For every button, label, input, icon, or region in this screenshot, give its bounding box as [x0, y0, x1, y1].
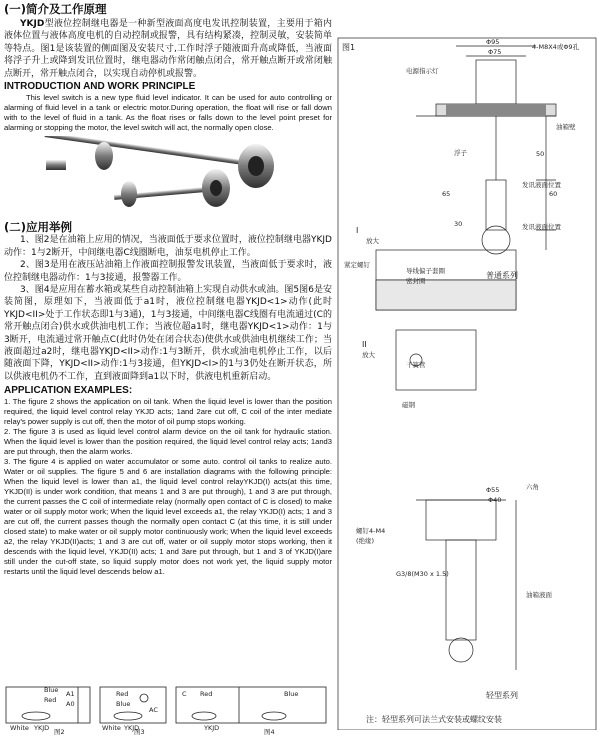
- intro-cn: [4, 18, 332, 80]
- section1-title: (一)简介及工作原理: [4, 2, 107, 16]
- label-red-1: Red: [44, 696, 57, 704]
- intro-cn-body: 型液位控制继电器是一种新型液面高度电发讯控制装置，主要用于箱内液体位置与液体高度电机的自动控制或报警，具有结构紧凑，控制灵敏，安装简单等特点。图1是该装置的侧面图及安装尺寸,工作时浮子随液面升高或降低，当液面将浮子升上或降到发讯位置时，继电器动作常闭触点闭合，常开触点断开或常闭触点断开，常开触点闭合，以实现自动停机或报警。: [4, 19, 332, 79]
- model-name: YKJD: [20, 19, 45, 29]
- label-a0: A0: [66, 700, 75, 708]
- enlarge-2: 放大: [362, 351, 375, 359]
- label-float2: 干簧管: [406, 361, 426, 369]
- circuit-diagrams: [4, 684, 332, 734]
- label-red-2: Red: [116, 690, 129, 698]
- app-cn-3: 3、图4是应用在蓄水箱或某些自动控制油箱上实现自动供水或油。图5图6是安装简图，原理如下，当液面低于a1时，液位控制继电器YKJD<1>动作(此时YKJD<II>处于工作状态即1与3通)，1与3接通，中间继电器C线圈有电流通过(C的常开触点闭合)供水或供油电机工作；当液位超a1时，继电器YKJD<1>动作：1与3断开，电流通过常开触点C(此时仍处在闭合状态)使供水或供油电机继续工作；当液面超过a2时，继电器YKJD<II>动作:1与3断开，供水或油电机停止工作，以后随液面下降，YKJD<II>动作:1与3接通，但YKJD<I>的1与3仍处在断开状态，所以供液电机仍不工作，直到液面降到a1以下时，供液电机重新启动。: [4, 285, 332, 382]
- product-photo: [4, 136, 332, 218]
- dim-d40: Φ40: [488, 496, 502, 504]
- label-screw: 紧定螺钉: [344, 261, 370, 269]
- intro-en-title: INTRODUCTION AND WORK PRINCIPLE: [4, 81, 196, 93]
- label-float: 浮子: [454, 149, 467, 157]
- normal-series-caption: 普通系列: [486, 271, 518, 280]
- right-drawings: [336, 30, 598, 730]
- label-wire-sleeve: 导线偏子套圈: [406, 267, 445, 275]
- app-en-1: 1. The figure 2 shows the application on oil tank. When the liquid level is lower than the position required, the liquid level control relay YKJD acts; 1and 2are cut off, C coil of the inter mediate relay's power supply is cut off, then the motor of oil pump stops working.: [4, 397, 332, 427]
- fig1-caption: 图1: [342, 43, 356, 52]
- footnote: 注：轻型系列可法兰式安装或螺纹安装: [366, 715, 502, 724]
- product-photo-illustration: [4, 136, 332, 218]
- label-blue-3: Blue: [284, 690, 299, 698]
- dim-d95: Φ95: [486, 38, 500, 46]
- dim-65: 65: [442, 190, 451, 198]
- dim-60: 60: [549, 190, 558, 198]
- light-series-caption: 轻型系列: [486, 691, 518, 700]
- label-a1: A1: [66, 690, 75, 698]
- app-en-2: 2. The figure 3 is used as liquid level control alarm device on the oil tank for hydraulic station. When the liquid level is lower than the position required, the liquid level control relay acts; 1and3 are put through, then the alarm works.: [4, 427, 332, 457]
- fig2-caption: 图2: [54, 728, 65, 736]
- label-red-3: Red: [200, 690, 213, 698]
- dim-d75: Φ75: [488, 48, 502, 56]
- label-hex: 六角: [526, 483, 539, 491]
- label-ykjd-1: YKJD: [34, 724, 50, 732]
- enlarge-1: 放大: [366, 237, 379, 245]
- label-white-1: White: [10, 724, 29, 732]
- label-sig-pos-1: 发讯液面位置: [522, 181, 561, 189]
- label-signal-led: 电源指示灯: [406, 67, 439, 75]
- app-en-title: APPLICATION EXAMPLES:: [4, 385, 133, 397]
- intro-en-text: This level switch is a new type fluid level indicator. It can be used for auto controlling or alarming of fluid level in a tank or electric motor.During operation, the float will rise or fall down with to the level of fluid in a tank. As the float rises or falls down to the level point preset for alarming or stopping the motor, the level switch will act, the normally open close.: [4, 93, 332, 133]
- detail-ii-label: II: [362, 340, 367, 349]
- dim-d55: Φ55: [486, 486, 500, 494]
- label-tank-wall: 油箱壁: [556, 123, 576, 131]
- app-en-3: 3. The figure 4 is applied on water accumulator or some auto. control oil tanks to realize auto. Water or oil supplies. The figure 5 and 6 are installation diagrams with the following principle: When the liquid level is lower than a1, the liquid level control relayYKJD(I) acts(at this time, YKJD(II) is under work condition, that means 1 and 3 are put through), 1 and 3 are put through, the current passes the C coil of intermediate relay (normally open contact of C is closed) to make water or oil supply motor work; When the liquid level exceeds a1, the relay YKJD(I) acts; 1 and 3 are cut off, the current passes though the normally open contact C (at this time, it is still under closed state) to make water or oil supply motor continuously work; When the liquid level exceeds a2, the relay YKJD(II)acts; 1 and 3 are cut off, water or oil supply motor stops working, then it descends with the liquid level, YKJD(II) acts; 1 and 3are put through, but 1 and 3 of YKJD(I)are still under the cut-off state, so liquid supply motor does not work yet, the liquid supply motor restarts until the liquid level descends below a1.: [4, 457, 332, 577]
- drawing-lines: [336, 30, 598, 730]
- label-blue-2: Blue: [116, 700, 131, 708]
- dim-30: 30: [454, 220, 463, 228]
- label-screw4: 螺钉4-M4: [356, 527, 386, 535]
- fig3-caption: 图3: [134, 728, 145, 736]
- detail-i-label: I: [356, 226, 359, 235]
- app-cn-1: 1、图2是在油箱上应用的情况，当液面低于要求位置时，液位控制继电器YKJD动作：1与2断开，中间继电器C线圈断电，油泵电机停止工作。: [4, 235, 332, 258]
- fig4-caption: 图4: [264, 728, 275, 736]
- label-insul: (绝缘): [356, 537, 375, 545]
- label-magnet: 磁钢: [402, 401, 415, 409]
- label-ykjd-2: YKJD: [124, 724, 140, 732]
- label-sig-pos-2: 发讯液面位置: [522, 223, 561, 231]
- label-seal: 密封圈: [406, 277, 426, 285]
- label-holes: 4-M8X4或Φ9孔: [532, 43, 580, 51]
- app-cn-2: 2、图3是用在液压站油箱上作液面控制报警发讯装置，当液面低于要求时，液位控制继电器动作：1与3接通，报警器工作。: [4, 260, 332, 283]
- section2-title: (二)应用举例: [4, 220, 73, 235]
- label-white-2: White: [102, 724, 121, 732]
- left-column: [4, 2, 332, 577]
- dim-50: 50: [536, 150, 545, 158]
- dim-g3: G3/8(M30 x 1.5): [396, 570, 449, 578]
- label-ac: AC: [149, 706, 158, 714]
- label-blue-1: Blue: [44, 686, 59, 694]
- label-c: C: [182, 690, 187, 698]
- label-ykjd-3: YKJD: [204, 724, 220, 732]
- label-oil-level: 油箱液面: [526, 591, 552, 599]
